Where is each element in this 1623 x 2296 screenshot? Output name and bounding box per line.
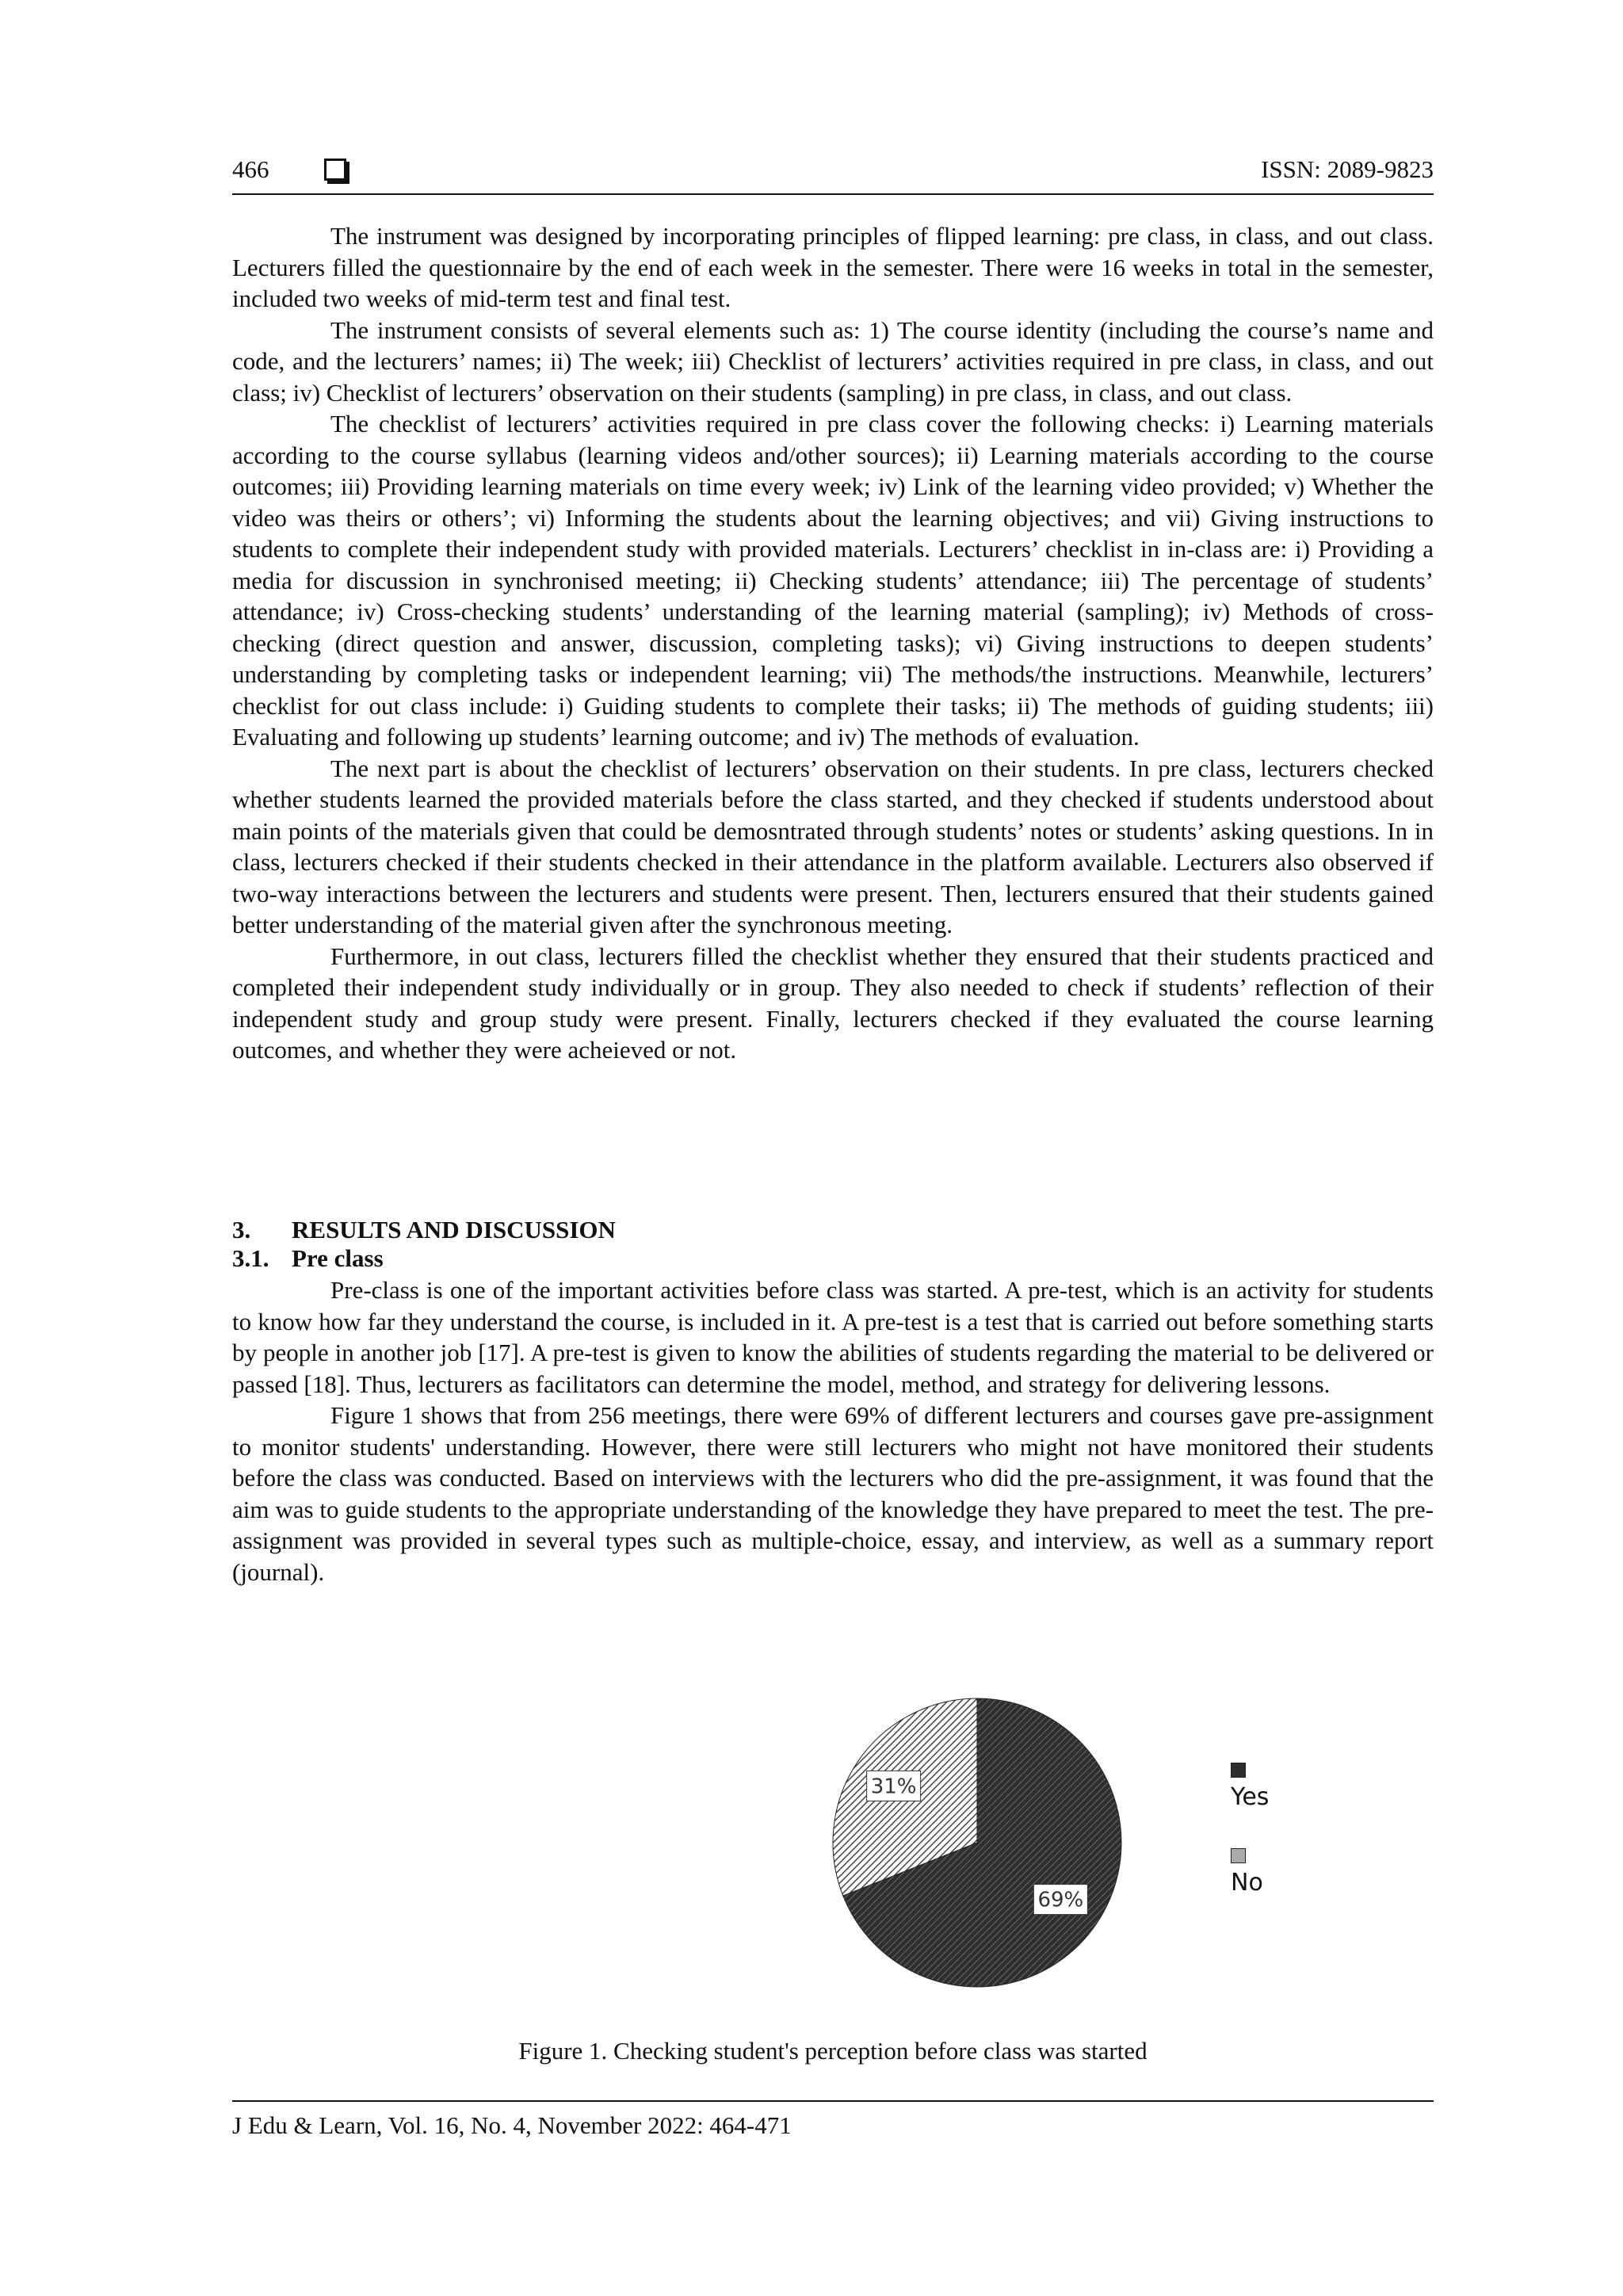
legend-item-no (1231, 1841, 1269, 1897)
running-header (232, 155, 1434, 195)
subsection-title: Pre class (292, 1244, 384, 1272)
running-footer: J Edu & Learn, Vol. 16, No. 4, November 2022: 464-471 (232, 2111, 792, 2139)
body-text (232, 220, 1434, 1066)
figure-caption: Figure 1. Checking student's perception before class was started (518, 2037, 1148, 2065)
figure-1 (597, 1688, 1270, 1997)
paragraph: Furthermore, in out class, lecturers filled the checklist whether they ensured that their students practiced and completed their independent study individually or in group. They also needed to check if students’ reflection of their independent study and group study were present. Finally, lecturers checked if they evaluated the course learning outcomes, and whether they were acheieved or not. (232, 942, 1434, 1064)
legend-label-yes: Yes (1231, 1783, 1270, 1811)
paragraph: The checklist of lecturers’ activities required in pre class cover the following checks: i) Learning materials according to the course syllabus (learning videos and/other sources); ii) Learning materials according to the course outcomes; iii) Providing learning materials on time every week; iv) Link of the learning video provided; v) Whether the video was theirs or others’; vi) Informing the students about the learning objectives; and vii) Giving instructions to students to complete their independent study with provided materials. Lecturers’ checklist in in-class are: i) Providing a media for discussion in synchronised meeting; ii) Checking students’ attendance; iii) The percentage of students’ attendance; iv) Cross-checking students’ understanding of the learning material (sampling); iv) Methods of cross-checking (direct question and answer, discussion, completing tasks); vi) Giving instructions to deepen students’ understanding by completing tasks or independent learning; vii) The methods/the instructions. Meanwhile, lecturers’ checklist for out class include: i) Guiding students to complete their tasks; ii) The methods of guiding students; iii) Evaluating and following up students’ learning outcome; and iv) The methods of evaluation. (232, 410, 1434, 751)
footer-rule (232, 2100, 1434, 2102)
header-rule (232, 193, 1434, 195)
paragraph: The instrument consists of several elements such as: 1) The course identity (including the course’s name and code, and the lecturers’ names; ii) The week; iii) Checklist of lecturers’ activities required in pre class, in class, and out class; iv) Checklist of lecturers’ observation on their students (sampling) in pre class, in class, and out class. (232, 315, 1434, 407)
paragraph: The instrument was designed by incorporating principles of flipped learning: pre class, in class, and out class. Lecturers filled the questionnaire by the end of each week in the semester. There were 16 weeks in total in the semester, included two weeks of mid-term test and final test. (232, 222, 1434, 312)
pie-chart (597, 1688, 1084, 1997)
subsection-heading (232, 1243, 1434, 1274)
section-title: RESULTS AND DISCUSSION (292, 1216, 616, 1244)
pie-label-no (867, 1771, 921, 1801)
section-heading (232, 1214, 1434, 1246)
checkbox-square-icon (324, 159, 346, 181)
paragraph: Pre-class is one of the important activities before class was started. A pre-test, which is an activity for students to know how far they understand the course, is included in it. A pre-test is a test that is carried out before something starts by people in another job [17]. A pre-test is given to know the abilities of students regarding the material to be delivered or passed [18]. Thus, lecturers as facilitators can determine the model, method, and strategy for delivering lessons. (232, 1276, 1434, 1398)
pie-label-text: 69% (1037, 1888, 1084, 1912)
paragraph: The next part is about the checklist of lecturers’ observation on their students. In pre class, lecturers checked whether students learned the provided materials before the class started, and they checked if students understood about main points of the materials given that could be demosntrated through students’ notes or students’ asking questions. In in class, lecturers checked if their students checked in their attendance in the platform available. Lecturers also observed if two-way interactions between the lecturers and students were present. Then, lecturers ensured that their students gained better understanding of the material given after the synchronous meeting. (232, 754, 1434, 938)
subsection-number: 3.1. (232, 1244, 269, 1272)
legend-swatch-yes (1231, 1763, 1246, 1778)
section-body (232, 1274, 1434, 1587)
legend (1231, 1755, 1269, 1897)
paragraph: Figure 1 shows that from 256 meetings, there were 69% of different lecturers and courses gave pre-assignment to monitor students' understanding. However, there were still lecturers who might not have monitored their students before the class was conducted. Based on interviews with the lecturers who did the pre-assignment, it was found that the aim was to guide students to the appropriate understanding of the knowledge they have prepared to meet the test. The pre-assignment was provided in several types such as multiple-choice, essay, and interview, as well as a summary report (journal). (232, 1401, 1434, 1586)
pie-label-yes (1033, 1885, 1087, 1915)
issn: ISSN: 2089-9823 (1261, 155, 1434, 183)
legend-label-no: No (1231, 1869, 1263, 1897)
pie-label-text: 31% (870, 1775, 917, 1799)
page-number: 466 (232, 155, 269, 183)
section-number: 3. (232, 1216, 251, 1244)
legend-item-yes (1231, 1755, 1269, 1811)
legend-swatch-no (1231, 1848, 1246, 1863)
